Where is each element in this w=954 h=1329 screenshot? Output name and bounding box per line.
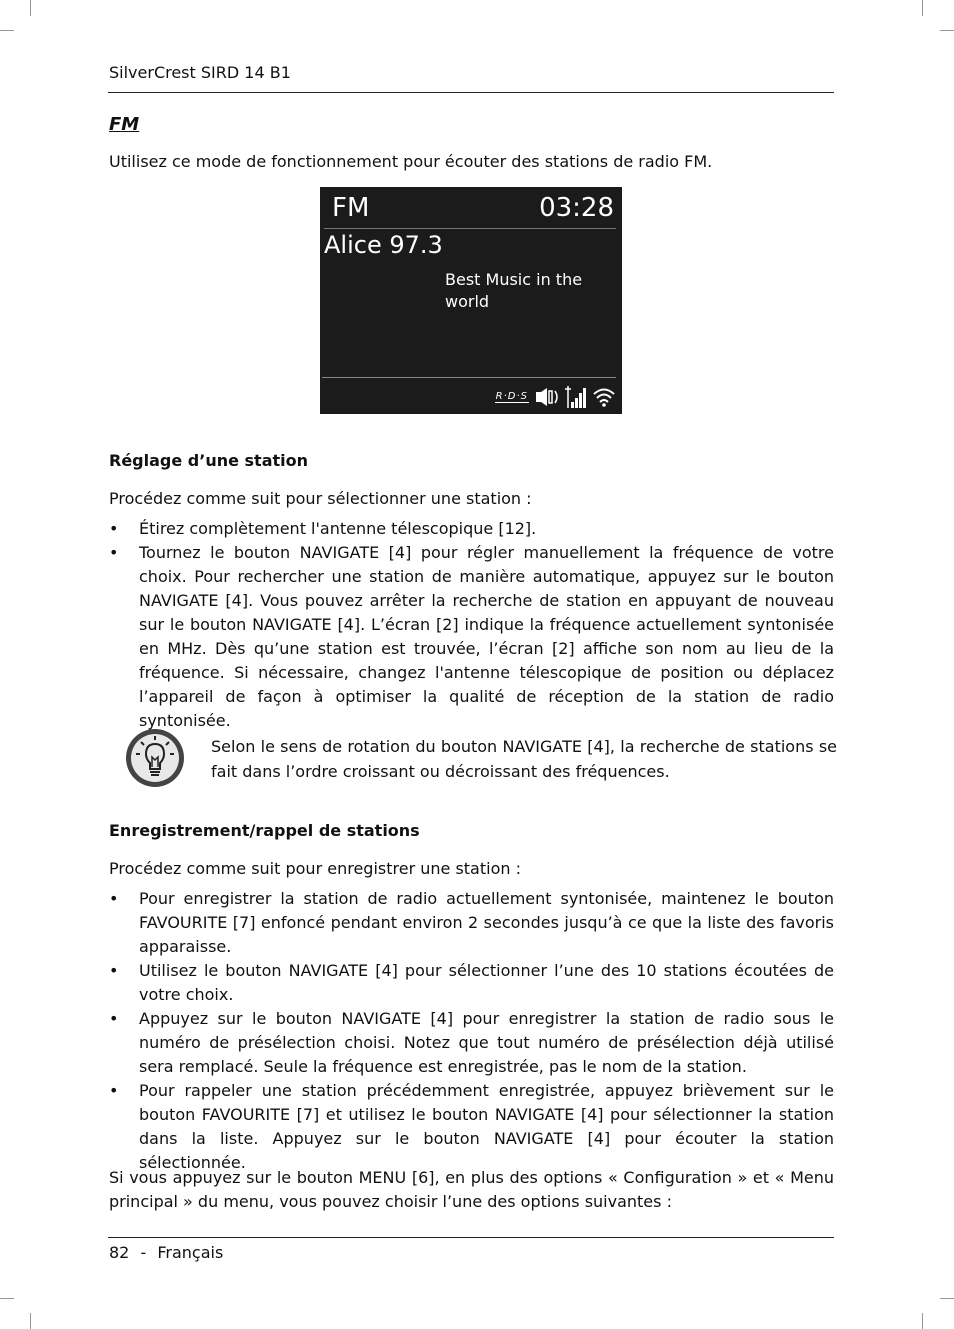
display-status-bar [495, 385, 616, 409]
wifi-icon [592, 387, 616, 407]
crop-mark [30, 0, 31, 16]
crop-mark [940, 1298, 954, 1299]
section-title-fm: FM [109, 114, 140, 135]
storing-heading: Enregistrement/rappel de stations [109, 821, 420, 840]
list-item-text: Tournez le bouton NAVIGATE [4] pour régler manuellement la fréquence de votre choix. Pour rechercher une station de manière automatique, appuyez sur le bouton NAVIGATE [4]. Vous pouvez arrêter la recherche de station en appuyant de nouveau sur le bouton NAVIGATE [4]. L’écran [2] indique la fréquence actuellement syntonisée en MHz. Dès qu’une station est trouvée, l’écran [2] affiche son nom au lieu de la fréquence. Si nécessaire, changez l'antenne télescopique de position ou déplacez l’appareil de façon à optimiser la qualité de réception de la station de radio syntonisée. [139, 543, 834, 730]
lightbulb-tip-icon [124, 727, 186, 789]
storing-intro: Procédez comme suit pour enregistrer une station : [109, 859, 521, 878]
footer-separator: - [140, 1243, 147, 1262]
tuning-heading: Réglage d’une station [109, 451, 308, 470]
list-item [109, 541, 834, 733]
bullet-icon: • [109, 1009, 119, 1028]
crop-mark [940, 30, 954, 31]
menu-note: Si vous appuyez sur le bouton MENU [6], en plus des options « Configuration » et « Menu principal » du menu, vous pouvez choisir l’une des options suivantes : [109, 1168, 834, 1211]
bullet-icon: • [109, 1081, 119, 1100]
tuning-steps [109, 517, 834, 733]
list-item [109, 887, 834, 959]
display-mode: FM [332, 193, 370, 223]
list-item-text: Utilisez le bouton NAVIGATE [4] pour sélectionner l’une des 10 stations écoutées de votre choix. [139, 961, 834, 1004]
list-item [109, 517, 834, 541]
list-item [109, 1079, 834, 1175]
header-title: SilverCrest SIRD 14 B1 [109, 63, 291, 82]
speaker-icon [534, 388, 560, 406]
page-footer [109, 1243, 223, 1262]
crop-mark [0, 30, 14, 31]
display-time: 03:28 [539, 193, 614, 223]
display-radiotext: Best Music in the world [445, 270, 583, 311]
signal-strength-icon [565, 386, 587, 408]
header-rule [108, 92, 834, 93]
list-item [109, 1007, 834, 1079]
footer-rule [108, 1237, 834, 1238]
crop-mark [30, 1313, 31, 1329]
display-divider [324, 228, 616, 229]
footer-language: Français [157, 1243, 224, 1262]
crop-mark [922, 0, 923, 16]
list-item-text: Appuyez sur le bouton NAVIGATE [4] pour enregistrer la station de radio sous le numéro de présélection choisi. Notez que tout numéro de présélection déjà utilisé sera remplacé. Seule la fréquence est enregistrée, pas le nom de la station. [139, 1009, 834, 1076]
storing-steps [109, 887, 834, 1175]
fm-intro: Utilisez ce mode de fonctionnement pour écouter des stations de radio FM. [109, 152, 713, 171]
tip-text: Selon le sens de rotation du bouton NAVIGATE [4], la recherche de stations se fait dans l’ordre croissant ou décroissant des fréquences. [211, 737, 837, 781]
display-divider [322, 377, 616, 378]
list-item-text: Pour enregistrer la station de radio actuellement syntonisée, maintenez le bouton FAVOURITE [7] enfoncé pendant environ 2 secondes jusqu’à ce que la liste des favoris apparaisse. [139, 889, 834, 956]
rds-indicator: R·D·S [495, 391, 528, 402]
bullet-icon: • [109, 889, 119, 908]
bullet-icon: • [109, 961, 119, 980]
list-item-text: Pour rappeler une station précédemment enregistrée, appuyez brièvement sur le bouton FAVOURITE [7] et utilisez le bouton NAVIGATE [4] pour sélectionner la station dans la liste. Appuyez sur le bouton NAVIGATE [4] pour écouter la station sélectionnée. [139, 1081, 834, 1172]
display-station: Alice 97.3 [324, 231, 443, 259]
list-item [109, 959, 834, 1007]
tuning-intro: Procédez comme suit pour sélectionner une station : [109, 489, 532, 508]
crop-mark [0, 1298, 14, 1299]
list-item-text: Étirez complètement l'antenne télescopique [12]. [139, 519, 537, 538]
bullet-icon: • [109, 519, 119, 538]
radio-display [320, 187, 622, 414]
page-number: 82 [109, 1243, 130, 1262]
bullet-icon: • [109, 543, 119, 562]
crop-mark [922, 1313, 923, 1329]
